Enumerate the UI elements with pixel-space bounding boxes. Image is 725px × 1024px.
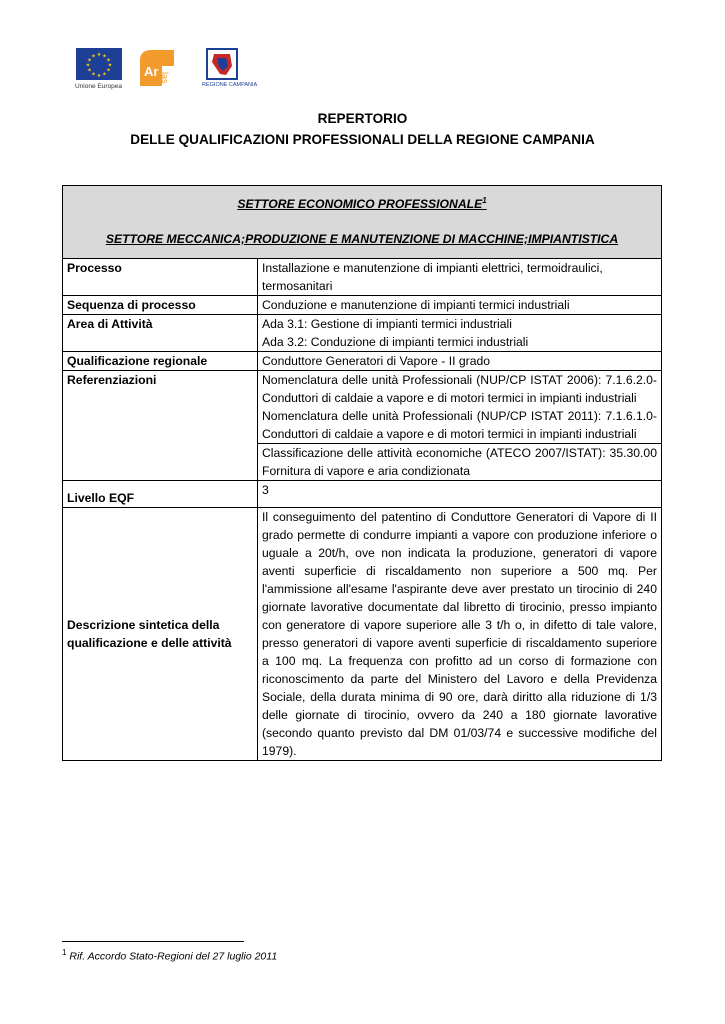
footnote-ref[interactable]: 1 (482, 196, 487, 205)
svg-text:★: ★ (102, 71, 107, 78)
qualificazione-value: Conduttore Generatori di Vapore - II grado (258, 352, 662, 371)
table-row-area (63, 315, 662, 352)
svg-text:Ar: Ar (144, 64, 159, 79)
sector-heading (67, 192, 657, 213)
svg-text:★: ★ (107, 62, 113, 69)
document-title-line2: DELLE QUALIFICAZIONI PROFESSIONALI DELLA REGIONE CAMPANIA (130, 132, 595, 147)
arlas-logo-icon (136, 46, 178, 90)
table-row-processo (63, 259, 662, 296)
referenziazioni-nup-2006: Nomenclatura delle unità Professionali (NUP/CP ISTAT 2006): 7.1.6.2.0- Conduttori di caldaie a vapore e di motori termici in impianti industriali (262, 373, 657, 406)
area-value (258, 315, 662, 352)
svg-text:★: ★ (87, 57, 92, 64)
eqf-label: Livello EQF (63, 481, 258, 508)
svg-text:★: ★ (106, 67, 111, 74)
referenziazioni-nup-2011: Nomenclatura delle unità Professionali (NUP/CP ISTAT 2011): 7.1.6.1.0- Conduttori di caldaie a vapore e di motori termici in impianti industriali (262, 409, 657, 442)
svg-text:★: ★ (102, 53, 107, 60)
processo-label: Processo (63, 259, 258, 296)
area-value-1: Ada 3.1: Gestione di impianti termici industriali (262, 317, 512, 332)
svg-text:★: ★ (96, 73, 102, 79)
regione-campania-logo (202, 48, 258, 92)
eqf-value: 3 (258, 481, 662, 508)
arlas-logo (136, 46, 178, 90)
referenziazioni-ateco: Classificazione delle attività economiche (ATECO 2007/ISTAT): 35.30.00 Fornitura di vapore e aria condizionata (258, 444, 662, 481)
qualification-table (62, 185, 662, 761)
svg-text:★: ★ (85, 62, 91, 69)
table-row-qualificazione (63, 352, 662, 371)
qualificazione-label: Qualificazione regionale (63, 352, 258, 371)
svg-text:las: las (160, 72, 170, 84)
table-row-sequenza (63, 296, 662, 315)
sector-name: SETTORE MECCANICA;PRODUZIONE E MANUTENZIONE DI MACCHINE;IMPIANTISTICA (105, 232, 619, 247)
eu-caption: Unione Europea (75, 83, 122, 90)
descrizione-label: Descrizione sintetica della qualificazione e delle attività (63, 508, 258, 761)
footnote-text: Rif. Accordo Stato-Regioni del 27 luglio 2011 (69, 950, 278, 963)
sector-heading-text: SETTORE ECONOMICO PROFESSIONALE (237, 197, 483, 212)
regione-campania-icon (206, 48, 238, 80)
processo-value: Installazione e manutenzione di impianti elettrici, termoidraulici, termosanitari (258, 259, 662, 296)
svg-text:★: ★ (87, 67, 92, 74)
footnote-divider (62, 941, 244, 942)
eu-flag-icon (76, 48, 122, 80)
svg-text:★: ★ (106, 57, 111, 64)
footnote (62, 948, 277, 963)
sector-row (63, 186, 662, 259)
footnote-mark: 1 (62, 948, 67, 957)
sector-cell (63, 186, 662, 259)
svg-text:★: ★ (96, 52, 102, 58)
area-value-2: Ada 3.2: Conduzione di impianti termici industriali (262, 335, 529, 350)
descrizione-value: Il conseguimento del patentino di Conduttore Generatori di Vapore di II grado permette di condurre impianti a vapore con produzione inferiore o uguale a 20t/h, ove non indicata la produzione, generatori di vapore aventi superficie di riscaldamento non superiore a 500 mq. Per l'ammissione all'esame l'aspirante deve aver prestato un tirocinio di 240 giornate lavorative documentate dal libretto di tirocinio, presso impianto con generatore di vapore superiore alle 3 t/h o, in difetto di tale valore, presso generatori di vapore aventi superficie di riscaldamento superiore a 100 mq. La frequenza con profitto ad un corso di formazione con riconoscimento da parte del Ministero del Lavoro e della Previdenza Sociale, della durata minima di 90 ore, darà diritto alla riduzione di 1/3 delle giornate di tirocinio, ovvero da 240 a 180 giornate lavorative (secondo quanto previsto dal DM 01/03/74 e successive modifiche del 1979). (258, 508, 662, 761)
table-row-eqf (63, 481, 662, 508)
table-row-descrizione (63, 508, 662, 761)
referenziazioni-label: Referenziazioni (63, 371, 258, 481)
area-label: Area di Attività (63, 315, 258, 352)
header-logos (76, 46, 276, 92)
sequenza-label: Sequenza di processo (63, 296, 258, 315)
referenziazioni-nup (258, 371, 662, 444)
document-title-line1: REPERTORIO (317, 111, 408, 126)
svg-text:★: ★ (91, 53, 96, 60)
sequenza-value: Conduzione e manutenzione di impianti termici industriali (258, 296, 662, 315)
table-row-referenziazioni-1 (63, 371, 662, 444)
eu-logo (76, 48, 124, 92)
regione-campania-caption: REGIONE CAMPANIA (202, 82, 258, 88)
svg-text:★: ★ (91, 71, 96, 78)
